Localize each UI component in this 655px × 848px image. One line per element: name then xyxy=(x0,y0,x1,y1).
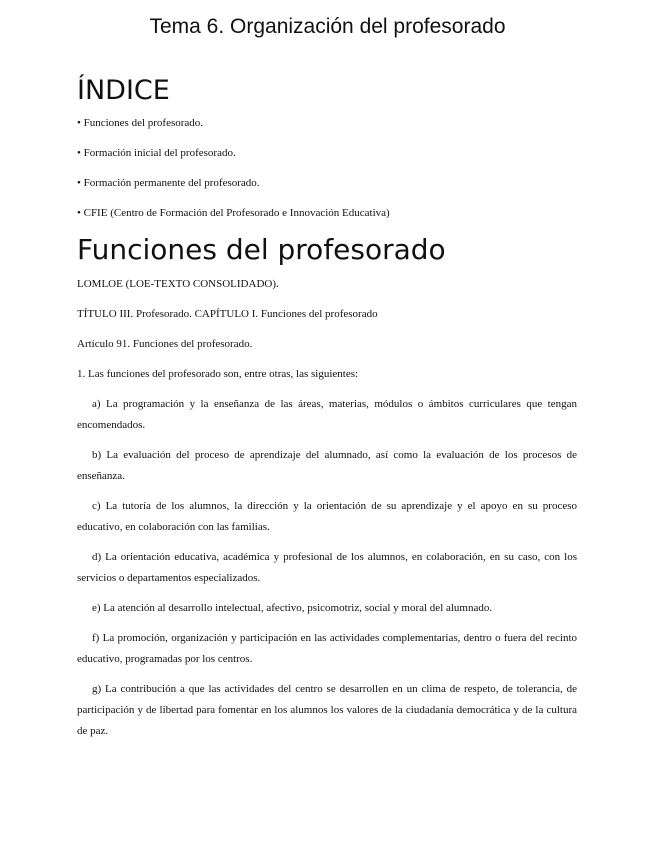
indice-item-formacion-inicial: • Formación inicial del profesorado. xyxy=(77,147,236,159)
indice-item-cfie: • CFIE (Centro de Formación del Profesorado e Innovación Educativa) xyxy=(77,207,390,219)
funcion-item-f: f) La promoción, organización y participación en las actividades complementarias, dentro o fuera del recinto educativo, programadas por los centros. xyxy=(77,632,577,665)
indice-list xyxy=(77,116,577,220)
indice-item-funciones: • Funciones del profesorado. xyxy=(77,117,204,129)
funcion-item-d: d) La orientación educativa, académica y profesional de los alumnos, en colaboración, en su caso, con los servicios o departamentos especializados. xyxy=(77,551,577,584)
funciones-heading: Funciones del profesorado xyxy=(77,233,446,266)
document-title: Tema 6. Organización del profesorado xyxy=(149,15,506,38)
titulo-reference: TÍTULO III. Profesorado. CAPÍTULO I. Funciones del profesorado xyxy=(77,308,378,320)
funcion-item-c: c) La tutoría de los alumnos, la dirección y la orientación de su aprendizaje y el apoyo en su proceso educativo, en colaboración con las familias. xyxy=(77,500,577,533)
articulo-reference: Artículo 91. Funciones del profesorado. xyxy=(77,338,253,350)
funciones-intro: 1. Las funciones del profesorado son, entre otras, las siguientes: xyxy=(77,368,359,380)
funcion-item-a: a) La programación y la enseñanza de las áreas, materias, módulos o ámbitos curriculares que tengan encomendados. xyxy=(77,398,577,431)
funcion-item-b: b) La evaluación del proceso de aprendizaje del alumnado, así como la evaluación de los procesos de enseñanza. xyxy=(77,449,577,482)
funcion-item-g: g) La contribución a que las actividades del centro se desarrollen en un clima de respeto, de tolerancia, de participación y de libertad para fomentar en los alumnos los valores de la ciudadanía democrática y de la cultura de paz. xyxy=(77,683,577,737)
document-body xyxy=(77,74,577,751)
law-reference: LOMLOE (LOE-TEXTO CONSOLIDADO). xyxy=(77,278,279,290)
indice-heading: ÍNDICE xyxy=(77,75,170,106)
indice-item-formacion-permanente: • Formación permanente del profesorado. xyxy=(77,177,260,189)
funcion-item-e: e) La atención al desarrollo intelectual, afectivo, psicomotriz, social y moral del alumnado. xyxy=(92,602,493,614)
